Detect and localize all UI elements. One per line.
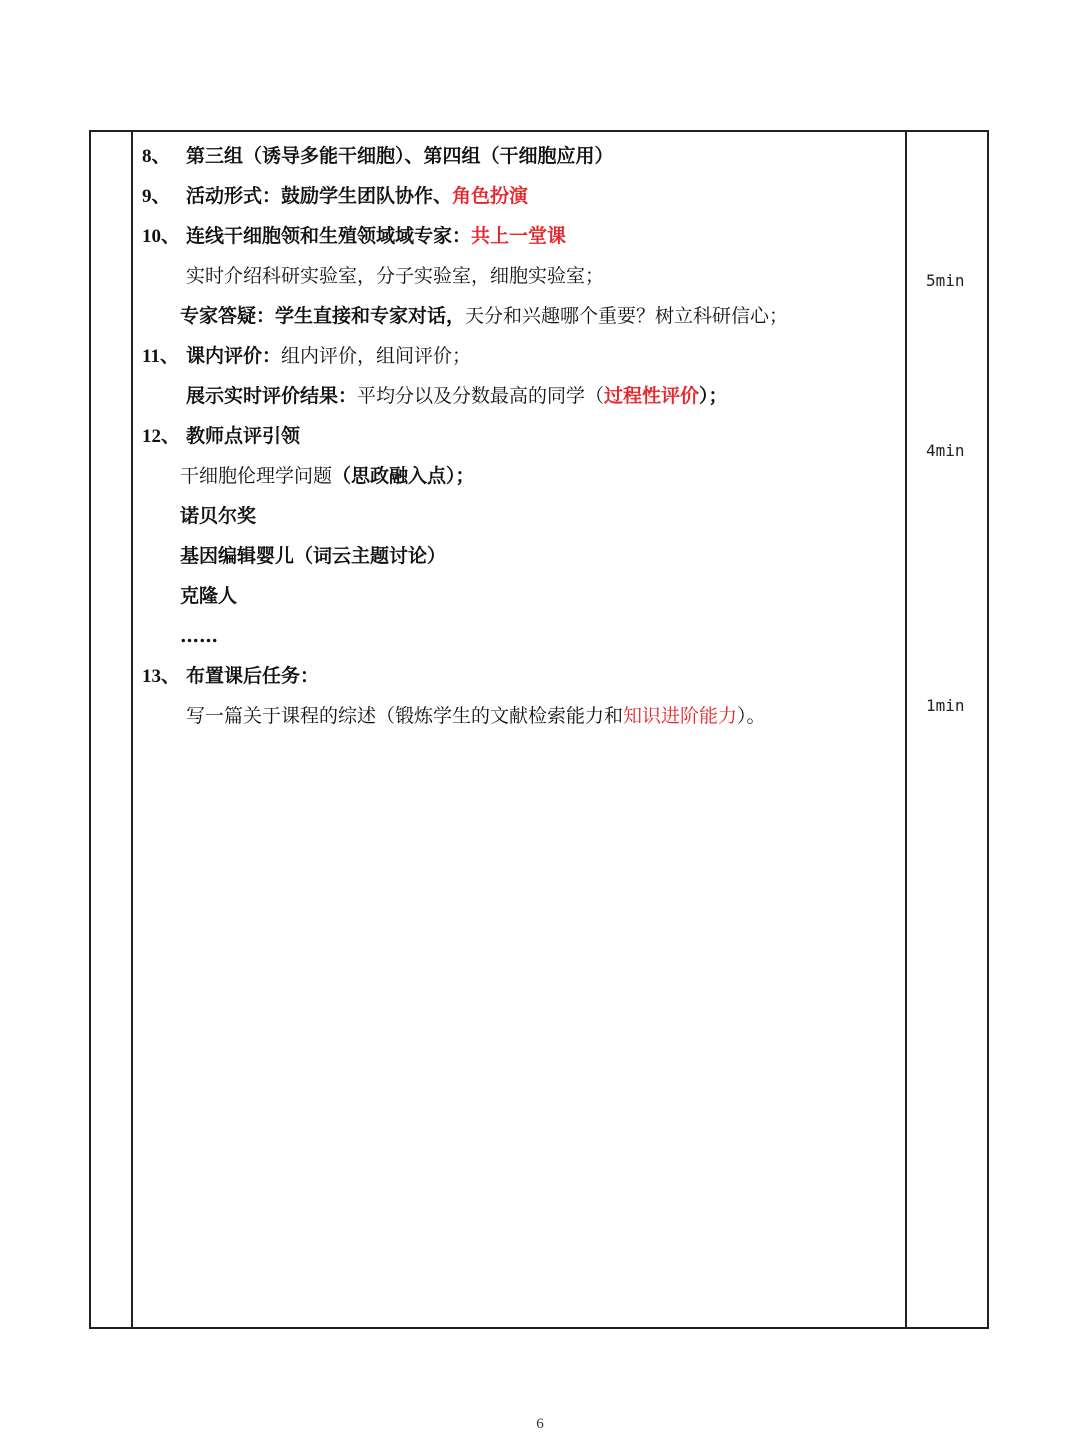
item-8-number: 8、 bbox=[142, 146, 171, 167]
item-10-number: 10、 bbox=[142, 226, 181, 247]
item-12-sub-ethics bbox=[180, 463, 475, 489]
item-13-sub-review bbox=[186, 703, 766, 729]
item-10-sub-qa-bold: 专家答疑：学生直接和专家对话， bbox=[180, 305, 466, 327]
item-11-sub-bold: 展示实时评价结果： bbox=[186, 385, 358, 407]
item-13 bbox=[142, 663, 319, 690]
item-10-text: 连线干细胞领和生殖领域域专家： bbox=[186, 225, 472, 247]
item-11-label: 课内评价： bbox=[186, 345, 282, 367]
item-13-number: 13、 bbox=[142, 666, 181, 687]
item-11-sub-rest: 平均分以及分数最高的同学（ bbox=[357, 385, 605, 407]
item-11-number: 11、 bbox=[142, 346, 179, 367]
item-9 bbox=[142, 183, 528, 210]
page-number: 6 bbox=[536, 1416, 544, 1432]
item-11-sub-results bbox=[186, 383, 728, 409]
table-column-divider-right bbox=[905, 132, 907, 1327]
item-12-sub-ethics-plain: 干细胞伦理学问题 bbox=[180, 465, 333, 487]
item-10-sub-labs: 实时介绍科研实验室，分子实验室，细胞实验室； bbox=[186, 265, 605, 287]
item-9-highlight: 角色扮演 bbox=[452, 185, 529, 207]
time-4min: 4min bbox=[926, 441, 965, 460]
item-12-text: 教师点评引领 bbox=[186, 425, 301, 447]
item-9-number: 9、 bbox=[142, 186, 171, 207]
item-8-text: 第三组（诱导多能干细胞）、第四组（干细胞应用） bbox=[186, 145, 614, 167]
item-12-sub-ellipsis: …… bbox=[180, 625, 218, 647]
item-12-sub-ethics-bold: （思政融入点）； bbox=[332, 465, 475, 487]
item-13-text: 布置课后任务： bbox=[186, 665, 320, 687]
time-5min: 5min bbox=[926, 271, 965, 290]
time-1min: 1min bbox=[926, 696, 965, 715]
item-11 bbox=[142, 343, 471, 370]
item-12-sub-clone: 克隆人 bbox=[180, 585, 238, 607]
item-11-sub-end: ）； bbox=[699, 385, 728, 407]
item-13-sub-plain: 写一篇关于课程的综述（锻炼学生的文献检索能力和 bbox=[186, 705, 624, 727]
item-10-sub-qa-rest: 天分和兴趣哪个重要？树立科研信心； bbox=[465, 305, 789, 327]
item-12-sub-nobel: 诺贝尔奖 bbox=[180, 505, 257, 527]
item-11-sub-highlight: 过程性评价 bbox=[604, 385, 700, 407]
item-13-sub-highlight: 知识进阶能力 bbox=[623, 705, 738, 727]
item-12-sub-gene-editing: 基因编辑婴儿（词云主题讨论） bbox=[180, 545, 447, 567]
item-10 bbox=[142, 223, 566, 250]
item-10-highlight: 共上一堂课 bbox=[471, 225, 567, 247]
item-8 bbox=[142, 143, 614, 170]
item-13-sub-end: ）。 bbox=[737, 705, 766, 727]
item-11-text: 组内评价，组间评价； bbox=[281, 345, 472, 367]
table-column-divider-left bbox=[131, 132, 133, 1327]
item-12 bbox=[142, 423, 300, 450]
item-9-text: 活动形式：鼓励学生团队协作、 bbox=[186, 185, 453, 207]
item-10-sub-qa bbox=[180, 303, 788, 329]
item-12-number: 12、 bbox=[142, 426, 181, 447]
